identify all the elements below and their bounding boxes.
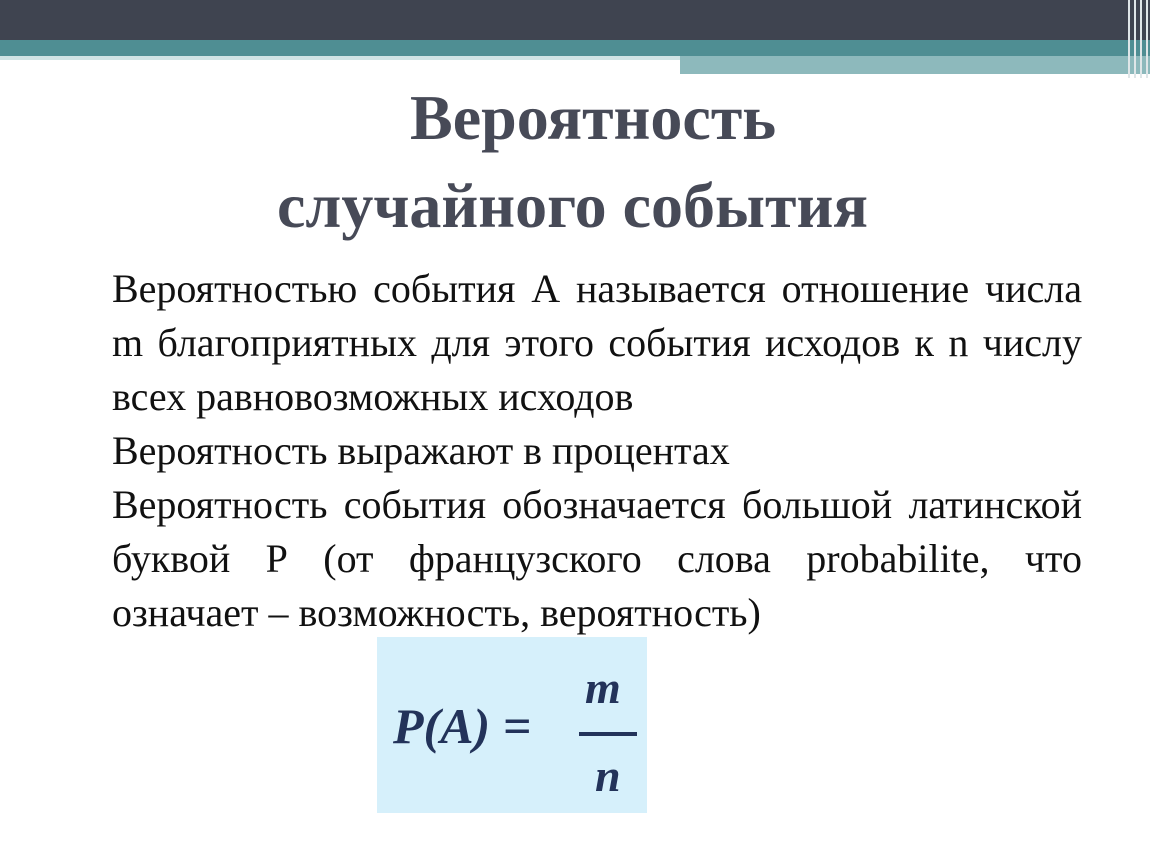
corner-decoration xyxy=(1124,0,1150,78)
formula-denominator: n xyxy=(595,750,621,801)
formula-lhs: P(A) = xyxy=(393,698,532,754)
probability-formula xyxy=(389,637,639,813)
title-line-2: случайного события xyxy=(277,170,868,241)
slide-body xyxy=(112,262,1082,640)
header-thin-stripe xyxy=(0,56,680,60)
formula-box xyxy=(377,637,647,813)
header-dark-band xyxy=(0,0,1150,40)
formula-numerator: m xyxy=(585,662,621,713)
notation-paragraph: Вероятность события обозначается большой латинской буквой Р (от французского слова probabilite, что означает – возможность, вероятность) xyxy=(112,482,1082,635)
definition-paragraph: Вероятностью события А называется отношение числа m благоприятных для этого события исходов к n числу всех равновозможных исходов xyxy=(112,266,1082,419)
header-teal-band xyxy=(0,40,1150,56)
fraction-bar xyxy=(579,732,637,736)
header-light-stripe xyxy=(680,56,1150,74)
title-line-1: Вероятность xyxy=(410,82,777,153)
percent-paragraph: Вероятность выражают в процентах xyxy=(112,428,730,473)
